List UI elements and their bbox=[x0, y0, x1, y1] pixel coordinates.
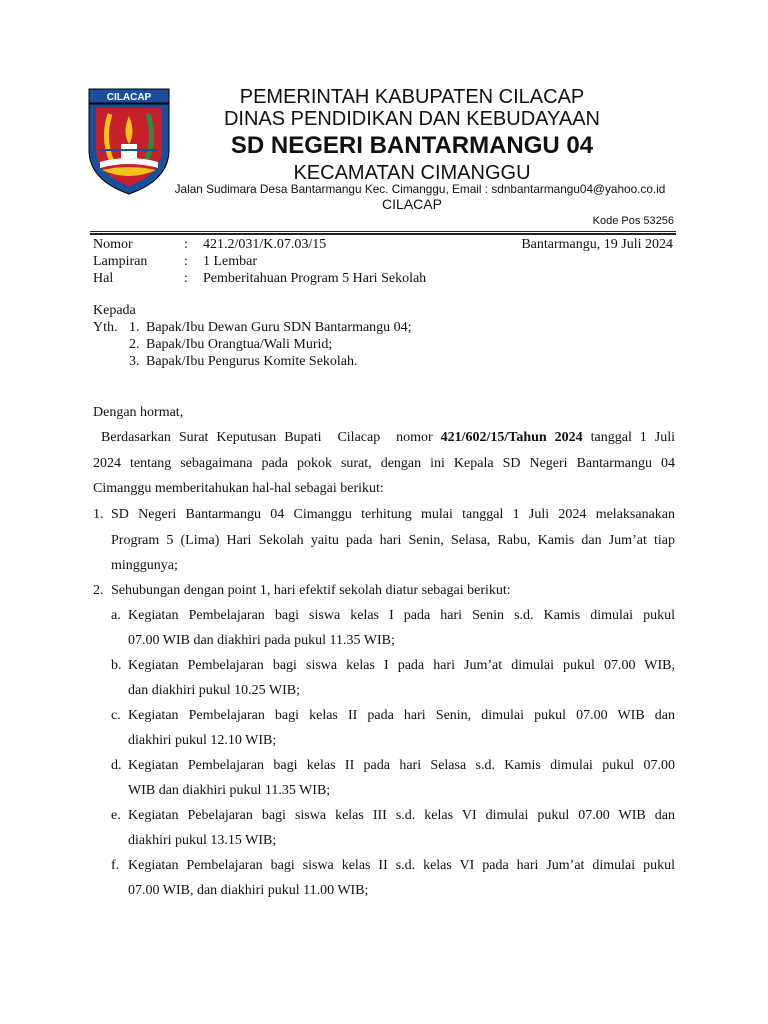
subitem-line-1: Kegiatan Pembelajaran bagi kelas II pada hari Selasa s.d. Kamis dimulai pukul 07.00 bbox=[128, 758, 675, 773]
yth-label: Yth. bbox=[93, 320, 118, 335]
kepada-label: Kepada bbox=[93, 303, 136, 318]
recipient-text: Bapak/Ibu Orangtua/Wali Murid; bbox=[146, 337, 333, 352]
subitem-line-1: Kegiatan Pembelajaran bagi siswa kelas I pada hari Senin s.d. Kamis dimulai pukul bbox=[128, 608, 675, 623]
letter-date: Bantarmangu, 19 Juli 2024 bbox=[521, 237, 673, 252]
colon: : bbox=[184, 237, 188, 252]
subitem-letter: b. bbox=[111, 658, 122, 673]
subitem-line-2: 07.00 WIB dan diakhiri pada pukul 11.35 WIB; bbox=[128, 633, 395, 648]
intro-text: Berdasarkan Surat Keputusan Bupati Cilacap nomor bbox=[93, 430, 441, 445]
subitem-line-1: Kegiatan Pebelajaran bagi siswa kelas III s.d. kelas VI dimulai pukul 07.00 WIB dan bbox=[128, 808, 675, 823]
colon: : bbox=[184, 254, 188, 269]
subitem-line-2: 07.00 WIB, dan diakhiri pukul 11.00 WIB; bbox=[128, 883, 369, 898]
letterhead-government: PEMERINTAH KABUPATEN CILACAP bbox=[239, 86, 585, 108]
recipient-number: 1. bbox=[129, 320, 140, 335]
recipient-text: Bapak/Ibu Dewan Guru SDN Bantarmangu 04; bbox=[146, 320, 412, 335]
lampiran-value: 1 Lembar bbox=[203, 254, 258, 269]
colon: : bbox=[184, 271, 188, 286]
hal-label: Hal bbox=[93, 271, 114, 286]
point1-line-2: Program 5 (Lima) Hari Sekolah yaitu pada hari Senin, Selasa, Rabu, Kamis dan Jum’at tiap bbox=[111, 533, 675, 548]
recipient-number: 2. bbox=[129, 337, 140, 352]
greeting: Dengan hormat, bbox=[93, 405, 184, 420]
subitem-line-2: WIB dan diakhiri pukul 11.35 WIB; bbox=[128, 783, 331, 798]
letterhead-school-name: SD NEGERI BANTARMANGU 04 bbox=[230, 132, 594, 159]
intro-text: tanggal 1 Juli bbox=[582, 430, 675, 445]
nomor-label: Nomor bbox=[93, 237, 133, 252]
subitem-line-1: Kegiatan Pembelajaran bagi siswa kelas I pada hari Jum’at dimulai pukul 07.00 WIB, bbox=[128, 658, 675, 673]
point-number: 2. bbox=[93, 583, 104, 598]
point1-line-3: minggunya; bbox=[111, 558, 178, 573]
logo-text: CILACAP bbox=[106, 92, 152, 103]
subitem-letter: d. bbox=[111, 758, 122, 773]
letterhead-address: Jalan Sudimara Desa Bantarmangu Kec. Cimanggu, Email : sdnbantarmangu04@yahoo.co.id bbox=[174, 182, 666, 196]
point1-line-1: SD Negeri Bantarmangu 04 Cimanggu terhitung mulai tanggal 1 Juli 2024 melaksanakan bbox=[111, 507, 675, 522]
subitem-letter: f. bbox=[111, 858, 120, 873]
subitem-line-2: diakhiri pukul 13.15 WIB; bbox=[128, 833, 277, 848]
subitem-letter: a. bbox=[111, 608, 121, 623]
point2-line-1: Sehubungan dengan point 1, hari efektif sekolah diatur sebagai berikut: bbox=[111, 583, 511, 598]
subitem-letter: c. bbox=[111, 708, 121, 723]
letterhead-divider-thick bbox=[90, 233, 676, 235]
hal-value: Pemberitahuan Program 5 Hari Sekolah bbox=[203, 271, 427, 286]
lampiran-label: Lampiran bbox=[93, 254, 148, 269]
point-number: 1. bbox=[93, 507, 104, 522]
decree-number: 421/602/15/Tahun 2024 bbox=[440, 430, 583, 445]
subitem-line-1: Kegiatan Pembelajaran bagi kelas II pada hari Senin, dimulai pukul 07.00 WIB dan bbox=[128, 708, 675, 723]
nomor-value: 421.2/031/K.07.03/15 bbox=[203, 237, 327, 252]
subitem-line-1: Kegiatan Pembelajaran bagi siswa kelas II s.d. kelas VI pada hari Jum’at dimulai pukul bbox=[128, 858, 675, 873]
intro-line-2: 2024 tentang sebagaimana pada pokok surat, dengan ini Kepala SD Negeri Bantarmangu 04 bbox=[93, 456, 675, 471]
subitem-letter: e. bbox=[111, 808, 121, 823]
subitem-line-2: diakhiri pukul 12.10 WIB; bbox=[128, 733, 277, 748]
letterhead-city: CILACAP bbox=[382, 196, 442, 212]
letterhead-district: KECAMATAN CIMANGGU bbox=[293, 162, 531, 184]
letterhead-divider-thin bbox=[90, 231, 676, 232]
intro-line-3: Cimanggu memberitahukan hal-hal sebagai berikut: bbox=[93, 481, 384, 496]
subitem-line-2: dan diakhiri pukul 10.25 WIB; bbox=[128, 683, 300, 698]
intro-line-1 bbox=[93, 430, 675, 446]
recipient-text: Bapak/Ibu Pengurus Komite Sekolah. bbox=[146, 354, 358, 369]
postal-code: Kode Pos 53256 bbox=[592, 215, 674, 227]
recipient-number: 3. bbox=[129, 354, 140, 369]
letterhead-department: DINAS PENDIDIKAN DAN KEBUDAYAAN bbox=[223, 108, 600, 130]
